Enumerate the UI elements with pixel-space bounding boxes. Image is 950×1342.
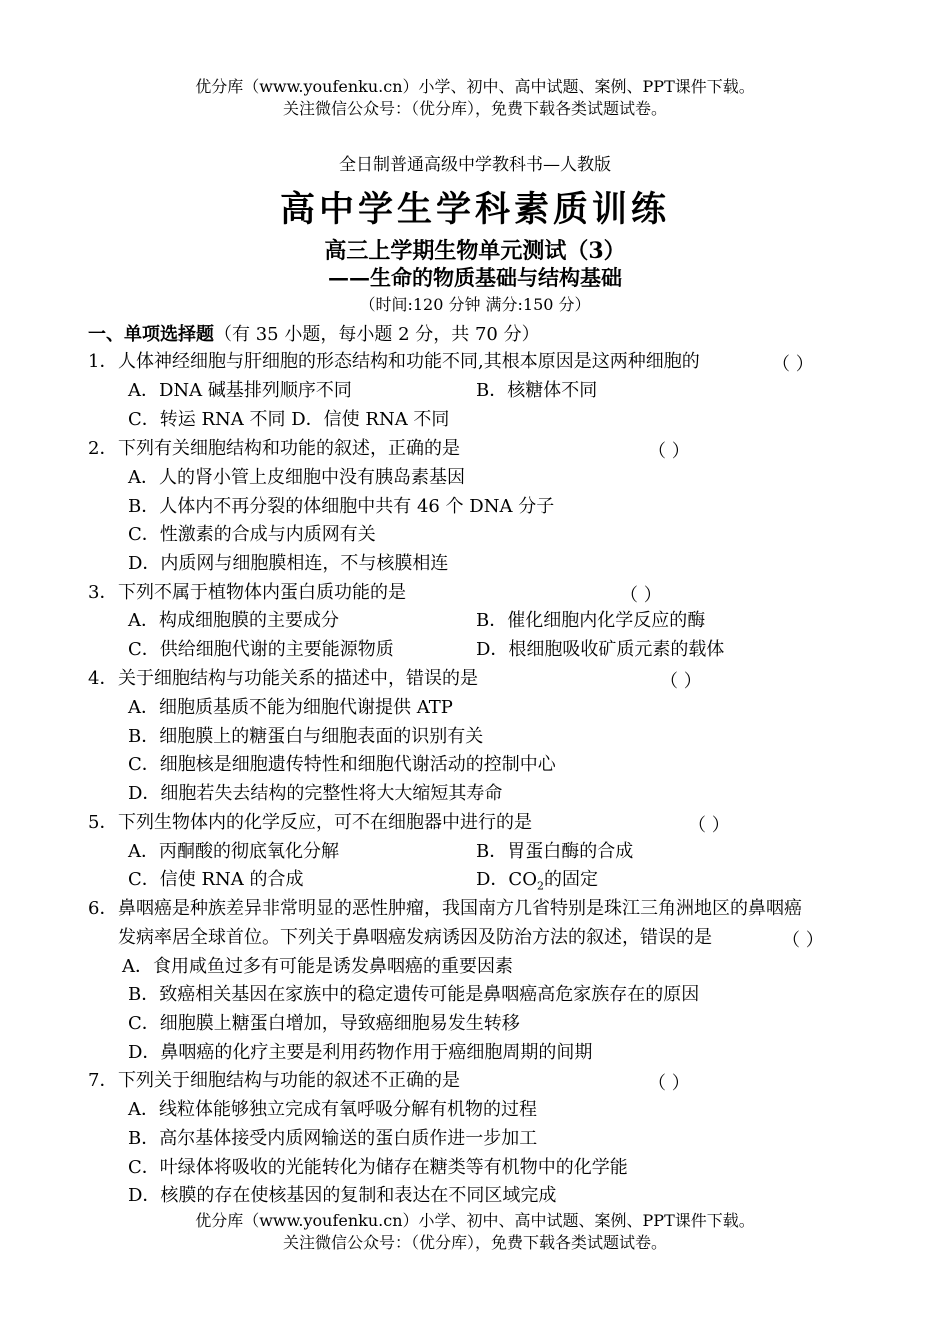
question-1 — [88, 347, 700, 376]
question-text: 关于细胞结构与功能关系的描述中，错误的是 — [118, 668, 478, 689]
answer-paren: （ ） — [782, 930, 824, 951]
option: A．丙酮酸的彻底氧化分解 — [128, 841, 339, 862]
subscript: 2 — [536, 879, 544, 893]
topic-title: ——生命的物质基础与结构基础 — [328, 265, 622, 290]
option: B．细胞膜上的糖蛋白与细胞表面的识别有关 — [128, 726, 484, 747]
option: C．供给细胞代谢的主要能源物质 — [128, 639, 394, 660]
option: B．致癌相关基因在家族中的稳定遗传可能是鼻咽癌高危家族存在的原因 — [128, 984, 700, 1005]
option: C．细胞核是细胞遗传特性和细胞代谢活动的控制中心 — [128, 754, 556, 775]
header-line-2: 关注微信公众号：（优分库），免费下载各类试题试卷。 — [282, 99, 667, 118]
option: B．高尔基体接受内质网输送的蛋白质作进一步加工 — [128, 1128, 538, 1149]
question-text: 人体神经细胞与肝细胞的形态结构和功能不同,其根本原因是这两种细胞的 — [118, 351, 700, 372]
option: D．细胞若失去结构的完整性将大大缩短其寿命 — [128, 783, 503, 804]
question-number: 7． — [88, 1070, 118, 1091]
question-7 — [88, 1066, 460, 1095]
question-2 — [88, 434, 460, 463]
question-text: 下列不属于植物体内蛋白质功能的是 — [118, 582, 406, 603]
question-number: 2． — [88, 438, 118, 459]
question-4 — [88, 664, 478, 693]
option: A．线粒体能够独立完成有氧呼吸分解有机物的过程 — [128, 1099, 537, 1120]
answer-paren: （ ） — [660, 671, 702, 692]
time-info: （时间:120 分钟 满分:150 分） — [359, 295, 591, 314]
footer-line-2: 关注微信公众号：（优分库），免费下载各类试题试卷。 — [282, 1233, 667, 1252]
question-text: 下列关于细胞结构与功能的叙述不正确的是 — [118, 1070, 460, 1091]
option: D．鼻咽癌的化疗主要是利用药物作用于癌细胞周期的间期 — [128, 1042, 593, 1063]
option-text: D．CO — [476, 869, 537, 890]
option: A．细胞质基质不能为细胞代谢提供 ATP — [128, 697, 453, 718]
question-text: 下列生物体内的化学反应，可不在细胞器中进行的是 — [118, 812, 532, 833]
option: B．核糖体不同 — [476, 380, 598, 401]
option: A．食用咸鱼过多有可能是诱发鼻咽癌的重要因素 — [122, 956, 513, 977]
question-number: 5． — [88, 812, 118, 833]
section-title: 一、单项选择题 — [88, 324, 214, 345]
section-heading — [88, 320, 540, 346]
option: A．DNA 碱基排列顺序不同 — [128, 380, 352, 401]
question-6 — [88, 894, 802, 923]
answer-paren: （ ） — [688, 815, 730, 836]
answer-paren: （ ） — [772, 354, 814, 375]
main-title: 高中学生学科素质训练 — [279, 190, 670, 230]
question-text: 鼻咽癌是种族差异非常明显的恶性肿瘤，我国南方几省特别是珠江三角洲地区的鼻咽癌 — [118, 898, 802, 919]
option: C．信使 RNA 的合成 — [128, 869, 304, 890]
question-number: 6． — [88, 898, 118, 919]
section-note: （有 35 小题，每小题 2 分，共 70 分） — [214, 324, 540, 345]
footer-line-1: 优分库（www.youfenku.cn）小学、初中、高中试题、案例、PPT课件下载。 — [195, 1211, 755, 1230]
option: C．细胞膜上糖蛋白增加，导致癌细胞易发生转移 — [128, 1013, 520, 1034]
option: C．叶绿体将吸收的光能转化为储存在糖类等有机物中的化学能 — [128, 1157, 628, 1178]
option: D．核膜的存在使核基因的复制和表达在不同区域完成 — [128, 1185, 557, 1206]
option: A．人的肾小管上皮细胞中没有胰岛素基因 — [128, 467, 465, 488]
answer-paren: （ ） — [648, 441, 690, 462]
answer-paren: （ ） — [620, 585, 662, 606]
question-number: 4． — [88, 668, 118, 689]
option: C．性激素的合成与内质网有关 — [128, 524, 376, 545]
test-title: 高三上学期生物单元测试（3） — [324, 238, 626, 264]
answer-paren: （ ） — [648, 1073, 690, 1094]
option: C．转运 RNA 不同 D．信使 RNA 不同 — [128, 409, 450, 430]
option: D．根细胞吸收矿质元素的载体 — [476, 639, 725, 660]
option: B．人体内不再分裂的体细胞中共有 46 个 DNA 分子 — [128, 496, 555, 517]
header-line-1: 优分库（www.youfenku.cn）小学、初中、高中试题、案例、PPT课件下载。 — [195, 77, 755, 96]
option: B．胃蛋白酶的合成 — [476, 841, 634, 862]
question-text: 下列有关细胞结构和功能的叙述，正确的是 — [118, 438, 460, 459]
option: B．催化细胞内化学反应的酶 — [476, 610, 706, 631]
textbook-subtitle: 全日制普通高级中学教科书—人教版 — [339, 155, 611, 175]
option: D．内质网与细胞膜相连，不与核膜相连 — [128, 553, 449, 574]
question-number: 1． — [88, 351, 118, 372]
option-text: 的固定 — [543, 869, 598, 890]
option: A．构成细胞膜的主要成分 — [128, 610, 339, 631]
question-5 — [88, 808, 532, 837]
question-6-continued: 发病率居全球首位。下列关于鼻咽癌发病诱因及防治方法的叙述，错误的是 — [118, 927, 712, 948]
question-number: 3． — [88, 582, 118, 603]
question-3 — [88, 578, 406, 607]
